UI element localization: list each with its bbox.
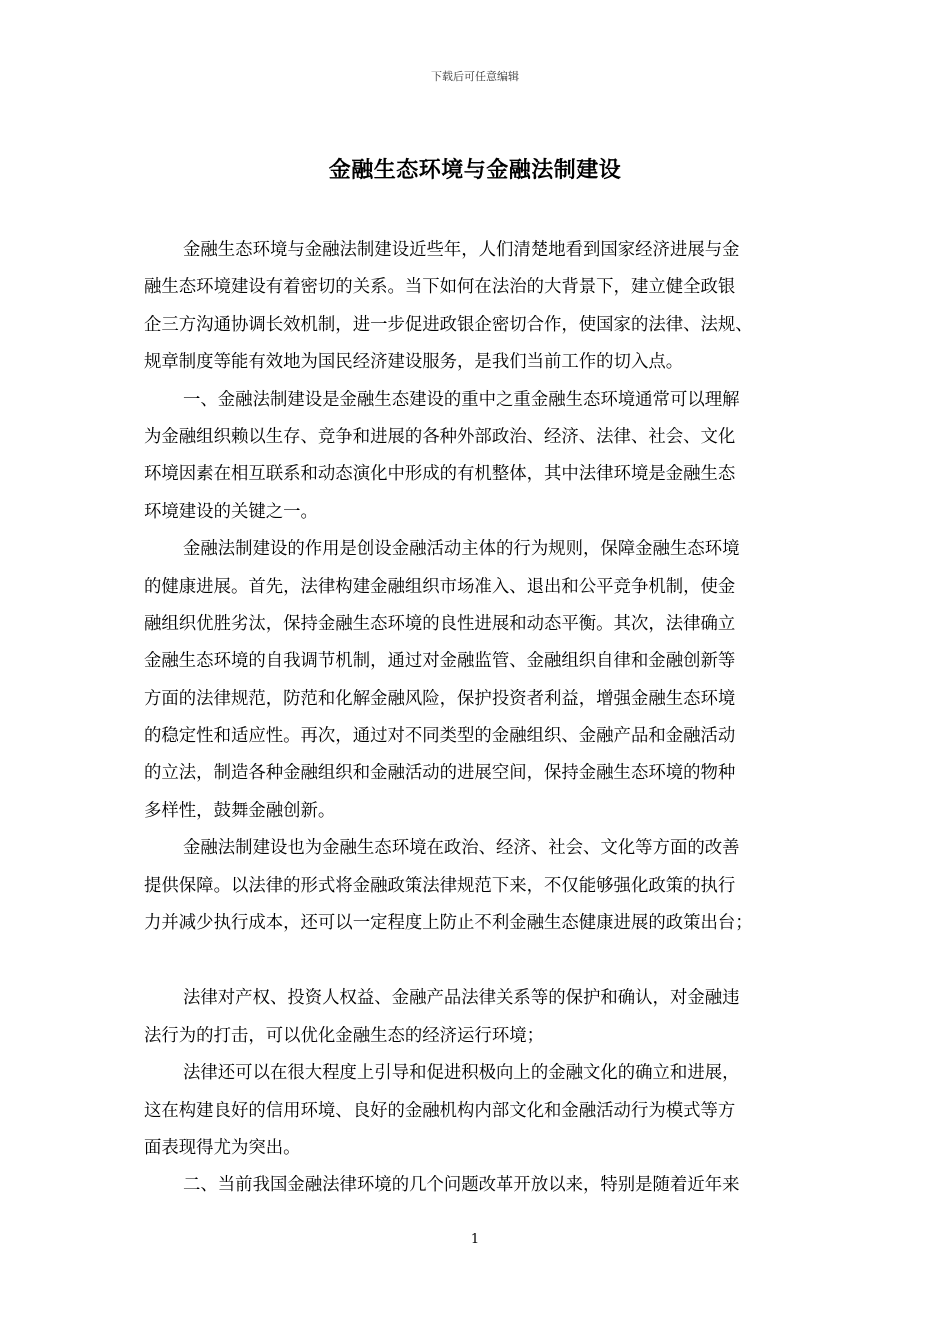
paragraph-3-line: 方面的法律规范，防范和化解金融风险，保护投资者利益，增强金融生态环境 — [144, 688, 736, 709]
paragraph-3-line: 的健康进展。首先，法律构建金融组织市场准入、退出和公平竞争机制，使金 — [144, 576, 736, 597]
paragraph-1-line: 规章制度等能有效地为国民经济建设服务，是我们当前工作的切入点。 — [144, 352, 684, 373]
paragraph-1-line: 金融生态环境与金融法制建设近些年，人们清楚地看到国家经济进展与金 — [183, 240, 740, 260]
paragraph-6-line: 面表现得尤为突出。 — [144, 1137, 301, 1158]
paragraph-7-line: 二、当前我国金融法律环境的几个问题改革开放以来，特别是随着近年来 — [183, 1175, 740, 1196]
paragraph-5-line: 法律对产权、投资人权益、金融产品法律关系等的保护和确认，对金融违 — [183, 988, 740, 1009]
paragraph-3-line: 的立法，制造各种金融组织和金融活动的进展空间，保持金融生态环境的物种 — [144, 763, 736, 784]
paragraph-1-line: 企三方沟通协调长效机制，进一步促进政银企密切合作，使国家的法律、法规、 — [144, 314, 753, 335]
document-body — [144, 232, 812, 1205]
paragraph-3-line: 的稳定性和适应性。再次，通过对不同类型的金融组织、金融产品和金融活动 — [144, 726, 736, 747]
paragraph-4-line: 提供保障。以法律的形式将金融政策法律规范下来，不仅能够强化政策的执行 — [144, 875, 736, 896]
paragraph-3-line: 多样性，鼓舞金融创新。 — [144, 800, 336, 821]
paragraph-3-line: 金融法制建设的作用是创设金融活动主体的行为规则，保障金融生态环境 — [183, 539, 740, 560]
paragraph-2-line: 环境建设的关键之一。 — [144, 501, 318, 522]
paragraph-6-line: 这在构建良好的信用环境、良好的金融机构内部文化和金融活动行为模式等方 — [144, 1100, 736, 1121]
blank-line — [144, 942, 812, 980]
paragraph-1-line: 融生态环境建设有着密切的关系。当下如何在法治的大背景下，建立健全政银 — [144, 277, 736, 298]
paragraph-3-line: 金融生态环境的自我调节机制，通过对金融监管、金融组织自律和金融创新等 — [144, 651, 736, 672]
paragraph-6-line: 法律还可以在很大程度上引导和促进积极向上的金融文化的确立和进展， — [183, 1063, 740, 1084]
paragraph-2-line: 为金融组织赖以生存、竞争和进展的各种外部政治、经济、法律、社会、文化 — [144, 426, 736, 447]
paragraph-3-line: 融组织优胜劣汰，保持金融生态环境的良性进展和动态平衡。其次，法律确立 — [144, 613, 736, 634]
document-title: 金融生态环境与金融法制建设 — [328, 157, 622, 183]
paragraph-4-line: 金融法制建设也为金融生态环境在政治、经济、社会、文化等方面的改善 — [183, 838, 740, 859]
paragraph-4-line: 力并减少执行成本，还可以一定程度上防止不利金融生态健康进展的政策出台； — [144, 913, 753, 934]
page-number: 1 — [470, 1232, 480, 1247]
paragraph-5-line: 法行为的打击，可以优化金融生态的经济运行环境； — [144, 1025, 544, 1046]
paragraph-2-line: 环境因素在相互联系和动态演化中形成的有机整体，其中法律环境是金融生态 — [144, 464, 736, 485]
paragraph-2-line: 一、金融法制建设是金融生态建设的重中之重金融生态环境通常可以理解 — [183, 389, 740, 410]
page-header: 下载后可任意编辑 — [431, 70, 519, 83]
